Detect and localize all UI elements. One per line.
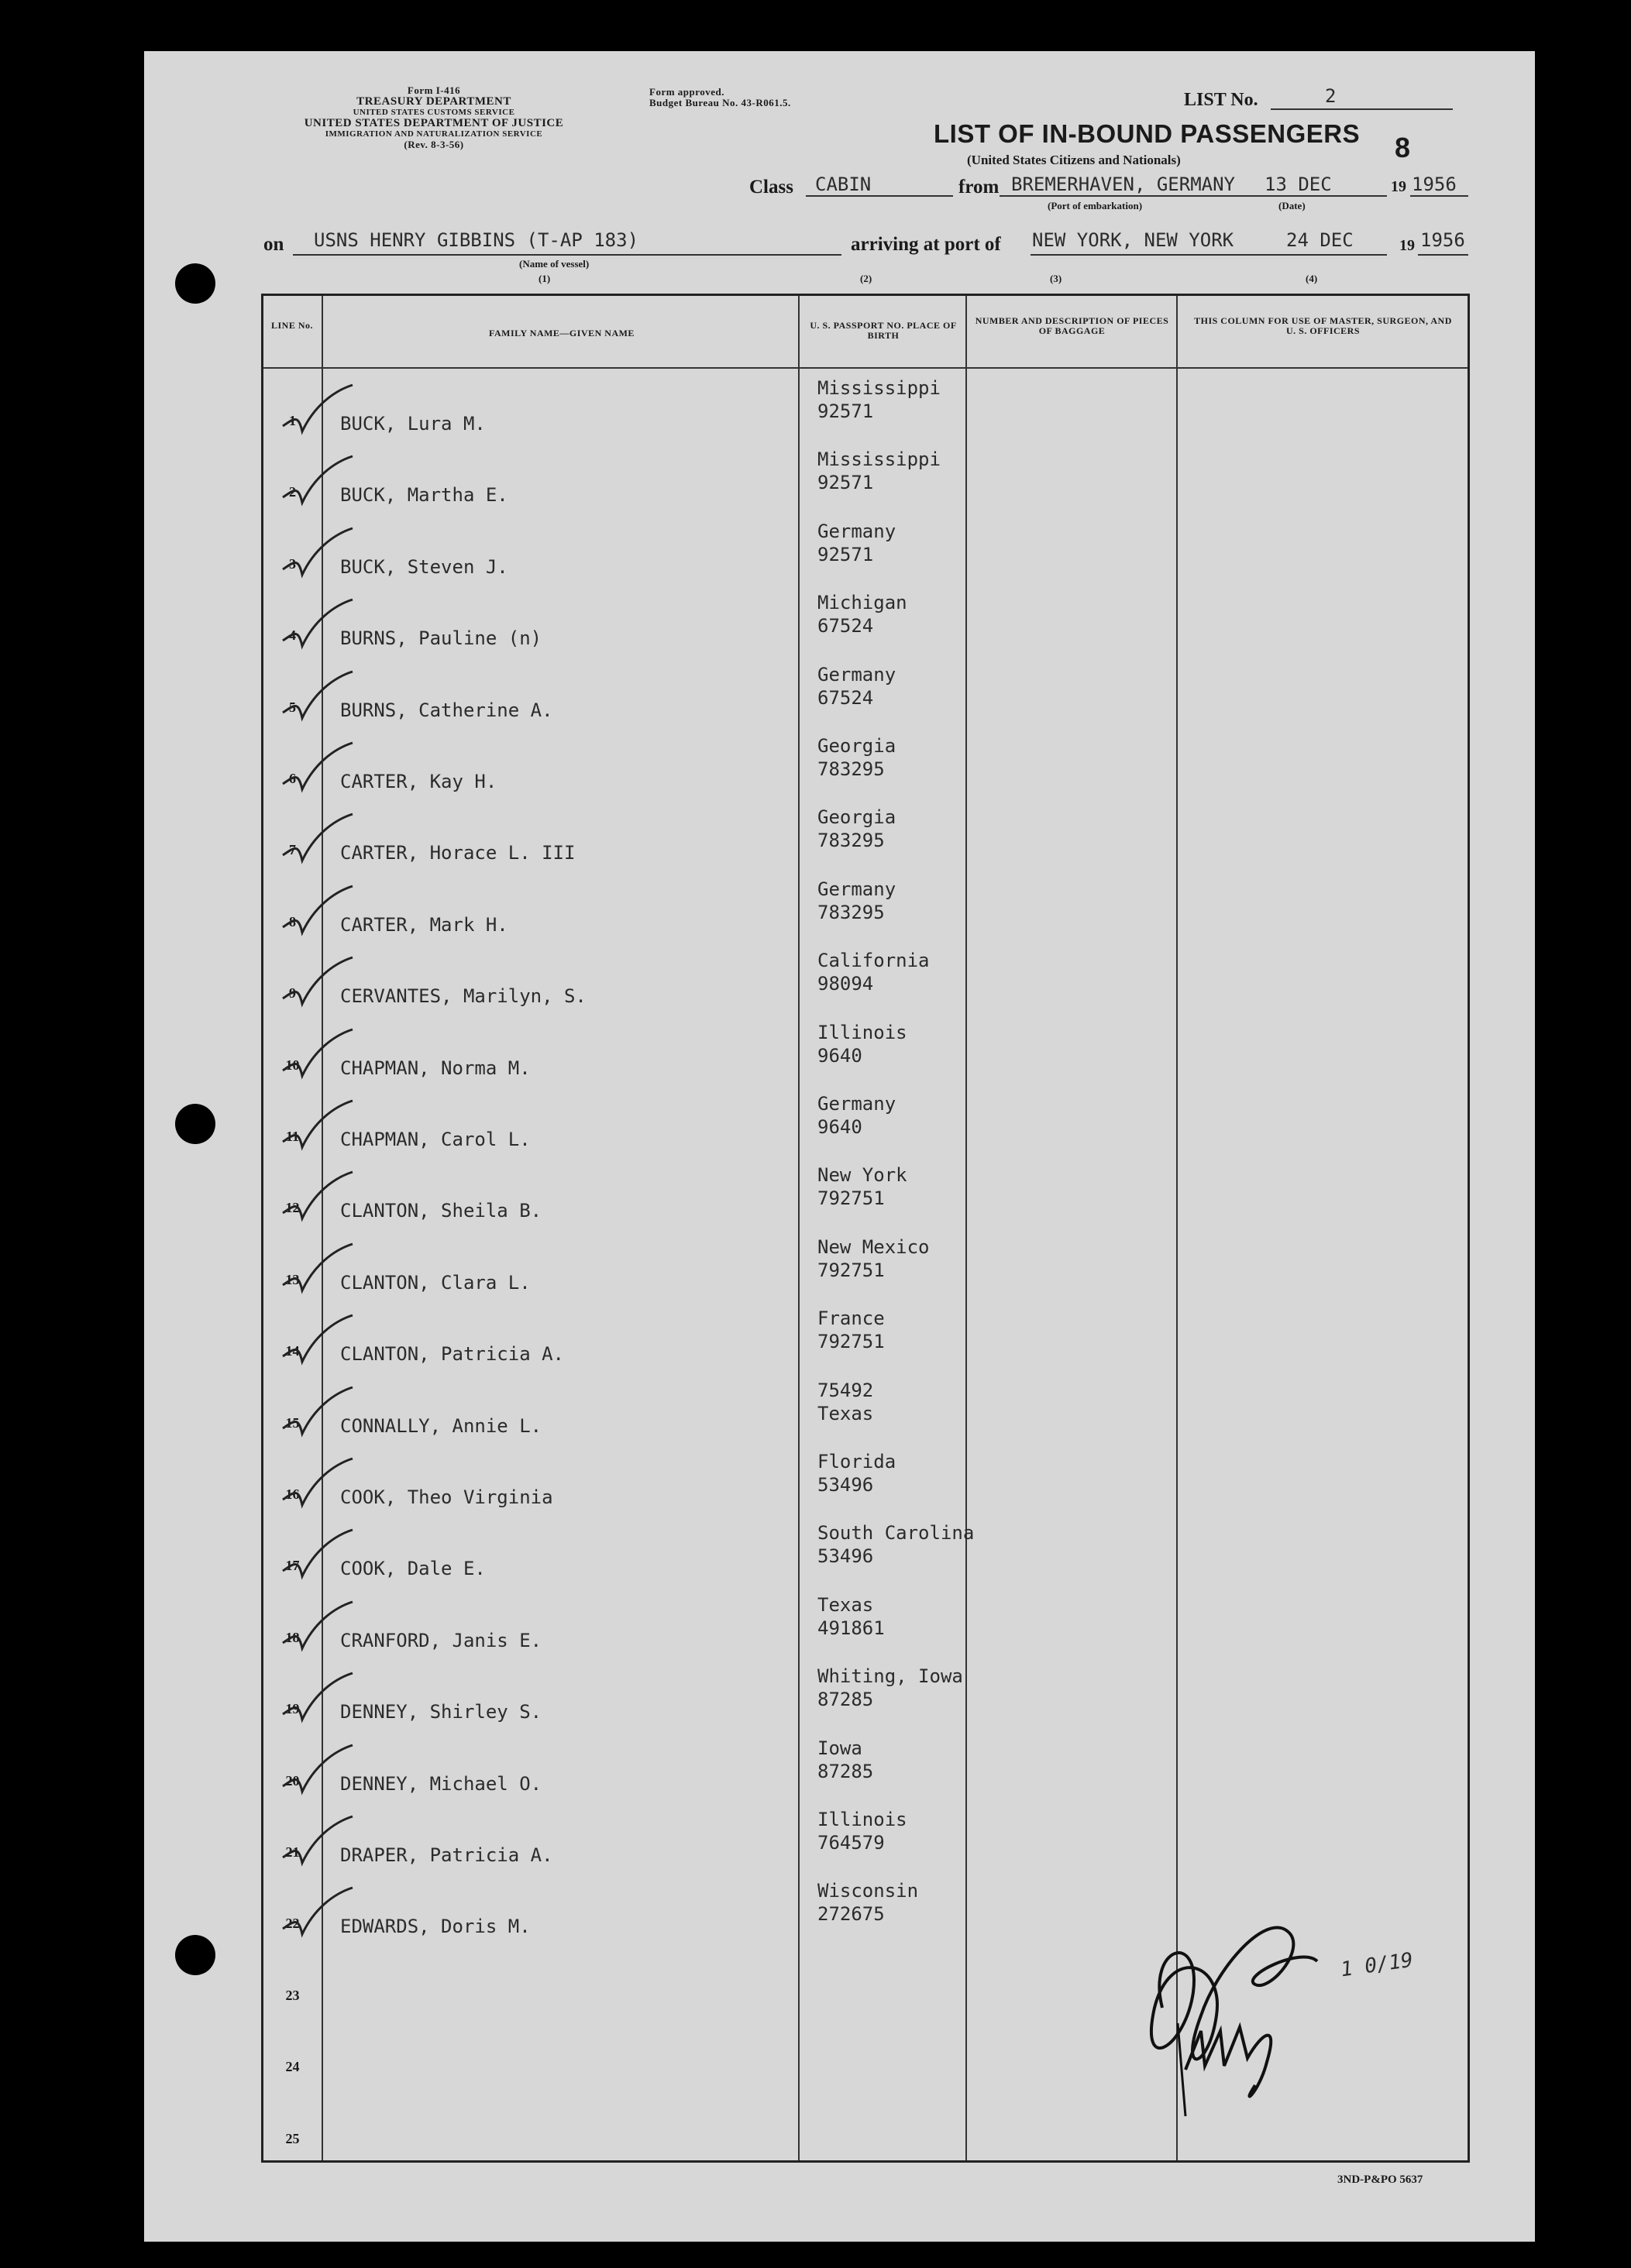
class-value: CABIN xyxy=(815,174,872,195)
from-date: 13 DEC xyxy=(1265,174,1332,195)
passenger-name: CHAPMAN, Norma M. xyxy=(340,1057,531,1079)
line-number: 17 xyxy=(285,1558,300,1574)
passenger-name: CLANTON, Clara L. xyxy=(340,1271,531,1294)
passport-number: 53496 xyxy=(817,1474,874,1496)
passenger-name: COOK, Theo Virginia xyxy=(340,1486,553,1508)
passport-number: 67524 xyxy=(817,615,874,637)
place-of-birth: 75492 xyxy=(817,1379,874,1401)
arrival-date: 24 DEC xyxy=(1286,229,1354,251)
agency-block xyxy=(256,85,612,150)
passport-number: 67524 xyxy=(817,686,874,709)
passenger-name: BUCK, Steven J. xyxy=(340,555,508,578)
table-row xyxy=(263,871,1468,943)
year-underline-1 xyxy=(1410,195,1468,197)
passport-number: 87285 xyxy=(817,1760,874,1782)
column-2-marker: (2) xyxy=(860,273,872,284)
table-row xyxy=(263,1156,1468,1228)
page-subtitle: (United States Citizens and Nationals) xyxy=(967,153,1181,167)
place-of-birth: New York xyxy=(817,1164,907,1187)
arrival-port: NEW YORK, NEW YORK xyxy=(1032,229,1234,251)
place-of-birth: Whiting, Iowa xyxy=(817,1665,963,1688)
passport-number: 272675 xyxy=(817,1903,885,1926)
passenger-name: CONNALLY, Annie L. xyxy=(340,1414,542,1437)
year-underline-2 xyxy=(1418,254,1468,256)
margin-note: 1 0/19 xyxy=(1339,1948,1415,1982)
line-number: 1 xyxy=(289,413,296,428)
line-number: 12 xyxy=(285,1200,300,1216)
passport-number: 783295 xyxy=(817,758,885,780)
table-row xyxy=(263,513,1468,585)
passport-number: 792751 xyxy=(817,1187,885,1210)
line-number: 7 xyxy=(289,842,296,858)
line-number: 19 xyxy=(285,1701,300,1717)
table-row xyxy=(263,1514,1468,1586)
place-of-birth: Georgia xyxy=(817,735,896,757)
place-of-birth: Germany xyxy=(817,878,896,900)
line-number: 2 xyxy=(289,484,296,500)
passport-number: 92571 xyxy=(817,400,874,422)
vessel-name: USNS HENRY GIBBINS (T-AP 183) xyxy=(314,229,639,251)
line-number: 10 xyxy=(285,1057,300,1073)
year-1: 1956 xyxy=(1412,174,1457,195)
from-underline xyxy=(1000,195,1387,197)
line-number: 22 xyxy=(285,1916,300,1932)
passenger-name: EDWARDS, Doris M. xyxy=(340,1916,531,1938)
passport-number: 98094 xyxy=(817,973,874,995)
line-number: 16 xyxy=(285,1486,300,1502)
table-row xyxy=(263,799,1468,871)
line-number: 8 xyxy=(289,913,296,930)
page-title: LIST OF IN-BOUND PASSENGERS xyxy=(934,119,1361,148)
column-1-marker: (1) xyxy=(539,273,551,284)
passenger-name: DENNEY, Shirley S. xyxy=(340,1701,542,1723)
passport-number: 9640 xyxy=(817,1116,862,1138)
page-number: 8 xyxy=(1395,132,1411,163)
line-number: 20 xyxy=(285,1772,300,1789)
place-of-birth: Mississippi xyxy=(817,377,941,399)
table-row xyxy=(263,942,1468,1014)
line-number: 21 xyxy=(285,1844,300,1860)
place-of-birth: Michigan xyxy=(817,592,907,614)
place-of-birth: Germany xyxy=(817,1093,896,1115)
passenger-name: CHAPMAN, Carol L. xyxy=(340,1129,531,1150)
binder-hole-middle xyxy=(175,1104,215,1144)
date-caption: (Date) xyxy=(1278,200,1306,211)
column-3-marker: (3) xyxy=(1050,273,1062,284)
place-of-birth: Germany xyxy=(817,663,896,686)
line-number: 6 xyxy=(289,771,296,786)
header-divider xyxy=(263,367,1468,369)
place-of-birth: California xyxy=(817,950,930,972)
passenger-name: COOK, Dale E. xyxy=(340,1558,486,1580)
place-of-birth: France xyxy=(817,1308,885,1330)
table-row xyxy=(263,1014,1468,1086)
column-4-marker: (4) xyxy=(1306,273,1318,284)
ins-service: IMMIGRATION AND NATURALIZATION SERVICE xyxy=(325,129,543,139)
on-label: on xyxy=(263,234,284,255)
passenger-name: CARTER, Horace L. III xyxy=(340,842,576,864)
place-of-birth: New Mexico xyxy=(817,1235,930,1258)
year-2: 1956 xyxy=(1420,229,1465,251)
passport-number: 53496 xyxy=(817,1545,874,1568)
justice-dept: UNITED STATES DEPARTMENT OF JUSTICE xyxy=(304,117,564,129)
passport-number: 792751 xyxy=(817,1259,885,1281)
table-row xyxy=(263,1443,1468,1515)
passport-number: 764579 xyxy=(817,1832,885,1854)
table-row xyxy=(263,1300,1468,1372)
table-row xyxy=(263,1658,1468,1730)
table-row xyxy=(263,1228,1468,1301)
officer-signature xyxy=(1131,1899,1333,2124)
line-number: 9 xyxy=(289,985,296,1002)
passenger-name: DENNEY, Michael O. xyxy=(340,1772,542,1795)
line-number: 24 xyxy=(285,2059,300,2075)
binder-hole-bottom xyxy=(175,1935,215,1975)
table-row xyxy=(263,441,1468,513)
line-number: 14 xyxy=(285,1343,300,1359)
place-of-birth: Germany xyxy=(817,520,896,542)
line-number: 15 xyxy=(285,1414,300,1431)
passenger-table xyxy=(261,294,1470,2163)
treasury-dept: TREASURY DEPARTMENT xyxy=(356,95,511,108)
table-row xyxy=(263,727,1468,799)
place-of-birth: Mississippi xyxy=(817,448,941,471)
header-line-no: LINE No. xyxy=(270,320,313,331)
passenger-name: BUCK, Lura M. xyxy=(340,413,486,435)
passenger-name: CARTER, Kay H. xyxy=(340,771,497,792)
budget-bureau: Budget Bureau No. 43-R061.5. xyxy=(649,97,791,108)
passport-number: 783295 xyxy=(817,830,885,852)
approval-block xyxy=(649,87,791,108)
place-of-birth: Wisconsin xyxy=(817,1880,919,1902)
revision: (Rev. 8-3-56) xyxy=(404,139,464,150)
passport-number: 92571 xyxy=(817,472,874,494)
list-label: LIST No. xyxy=(1184,90,1258,110)
line-number: 5 xyxy=(289,699,296,715)
passport-number: 92571 xyxy=(817,543,874,565)
table-row xyxy=(263,1372,1468,1444)
line-number: 18 xyxy=(285,1629,300,1645)
table-row xyxy=(263,1085,1468,1157)
passport-number: 792751 xyxy=(817,1331,885,1353)
passport-number: 783295 xyxy=(817,901,885,923)
passport-number: 9640 xyxy=(817,1044,862,1067)
passport-number: Texas xyxy=(817,1402,874,1424)
passenger-name: BURNS, Pauline (n) xyxy=(340,627,542,650)
place-of-birth: Florida xyxy=(817,1451,896,1472)
vessel-underline xyxy=(293,254,841,256)
place-of-birth: Iowa xyxy=(817,1737,862,1759)
table-row xyxy=(263,584,1468,656)
passenger-name: CRANFORD, Janis E. xyxy=(340,1629,542,1651)
footer-code: 3ND-P&PO 5637 xyxy=(1337,2174,1423,2186)
header-name: FAMILY NAME—GIVEN NAME xyxy=(489,328,635,338)
table-row xyxy=(263,1586,1468,1658)
table-row xyxy=(263,1730,1468,1802)
line-number: 3 xyxy=(289,555,296,572)
line-number: 25 xyxy=(285,2130,300,2146)
arrival-underline xyxy=(1031,254,1387,256)
place-of-birth: South Carolina xyxy=(817,1522,975,1545)
place-of-birth: Georgia xyxy=(817,806,896,829)
header-baggage: NUMBER AND DESCRIPTION OF PIECES OF BAGGAGE xyxy=(975,315,1169,336)
class-label: Class xyxy=(749,177,793,198)
line-number: 11 xyxy=(285,1129,299,1144)
table-row xyxy=(263,1801,1468,1873)
header-officers: THIS COLUMN FOR USE OF MASTER, SURGEON, AND U. S. OFFICERS xyxy=(1194,315,1452,336)
passenger-name: BUCK, Martha E. xyxy=(340,484,508,507)
customs-service: UNITED STATES CUSTOMS SERVICE xyxy=(353,108,515,117)
from-port: BREMERHAVEN, GERMANY xyxy=(1011,174,1235,195)
from-label: from xyxy=(958,177,1000,198)
passenger-name: DRAPER, Patricia A. xyxy=(340,1844,553,1866)
class-underline xyxy=(806,195,953,197)
place-of-birth: Illinois xyxy=(817,1021,907,1043)
passenger-name: CLANTON, Patricia A. xyxy=(340,1343,564,1366)
year-prefix-1: 19 xyxy=(1391,178,1406,195)
passenger-name: CARTER, Mark H. xyxy=(340,913,508,936)
line-number: 23 xyxy=(285,1987,300,2003)
table-row xyxy=(263,656,1468,728)
passport-number: 491861 xyxy=(817,1617,885,1639)
place-of-birth: Texas xyxy=(817,1593,874,1616)
table-row xyxy=(263,369,1468,442)
arriving-label: arriving at port of xyxy=(851,234,1001,255)
passenger-name: BURNS, Catherine A. xyxy=(340,699,553,721)
binder-hole-top xyxy=(175,263,215,304)
list-underline xyxy=(1271,108,1453,110)
passenger-name: CERVANTES, Marilyn, S. xyxy=(340,985,587,1008)
port-caption: (Port of embarkation) xyxy=(1048,200,1143,211)
place-of-birth: Illinois xyxy=(817,1809,907,1830)
line-number: 13 xyxy=(285,1271,300,1287)
form-approved: Form approved. xyxy=(649,86,725,98)
passport-number: 87285 xyxy=(817,1689,874,1711)
passenger-name: CLANTON, Sheila B. xyxy=(340,1200,542,1222)
list-number: 2 xyxy=(1325,85,1337,107)
line-number: 4 xyxy=(289,627,296,644)
vessel-caption: (Name of vessel) xyxy=(519,258,590,270)
form-number: Form I-416 xyxy=(407,84,461,96)
year-prefix-2: 19 xyxy=(1399,237,1415,254)
header-passport: U. S. PASSPORT NO. PLACE OF BIRTH xyxy=(810,320,957,341)
